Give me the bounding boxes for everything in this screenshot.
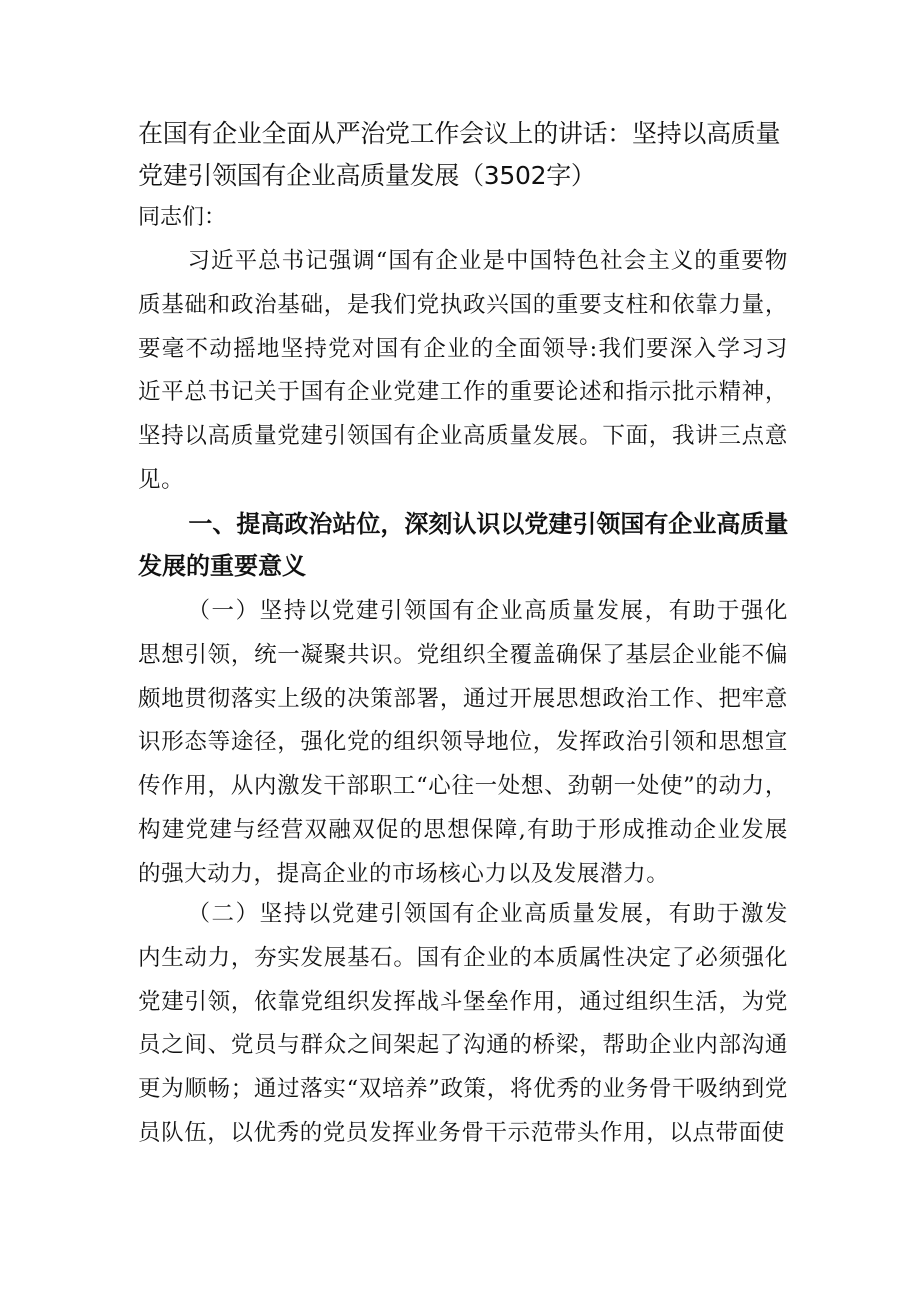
section-heading: 一、提高政治站位，深刻认识以党建引领国有企业高质量发展的重要意义: [138, 510, 789, 580]
paragraph-one: （一）坚持以党建引领国有企业高质量发展，有助于强化思想引领，统一凝聚共识。党组织全覆盖确保了基层企业能不偏颇地贯彻落实上级的决策部署，通过开展思想政治工作、把牢意识形态等途径，强化党的组织领导地位，发挥政治引领和思想宣传作用，从内激发干部职工“心往一处想、劲朝一处使”的动力，构建党建与经营双融双促的思想保障,有助于形成推动企业发展的强大动力，提高企业的市场核心力以及发展潜力。: [138, 598, 788, 887]
salutation: 同志们：: [138, 205, 227, 230]
document-title: 在国有企业全面从严治党工作会议上的讲话：坚持以高质量党建引领国有企业高质量发展（3502字）: [138, 119, 781, 190]
intro-paragraph: 习近平总书记强调“国有企业是中国特色社会主义的重要物质基础和政治基础，是我们党执政兴国的重要支柱和依靠力量，要毫不动摇地坚持党对国有企业的全面领导:我们要深入学习习近平总书记关于国有企业党建工作的重要论述和指示批示精神，坚持以高质量党建引领国有企业高质量发展。下面，我讲三点意见。: [138, 248, 788, 493]
paragraph-two: （二）坚持以党建引领国有企业高质量发展，有助于激发内生动力，夯实发展基石。国有企业的本质属性决定了必须强化党建引领，依靠党组织发挥战斗堡垒作用，通过组织生活，为党员之间、党员与群众之间架起了沟通的桥梁，帮助企业内部沟通更为顺畅；通过落实“双培养”政策，将优秀的业务骨干吸纳到党员队伍，以优秀的党员发挥业务骨干示范带头作用，以点带面使: [138, 901, 788, 1146]
